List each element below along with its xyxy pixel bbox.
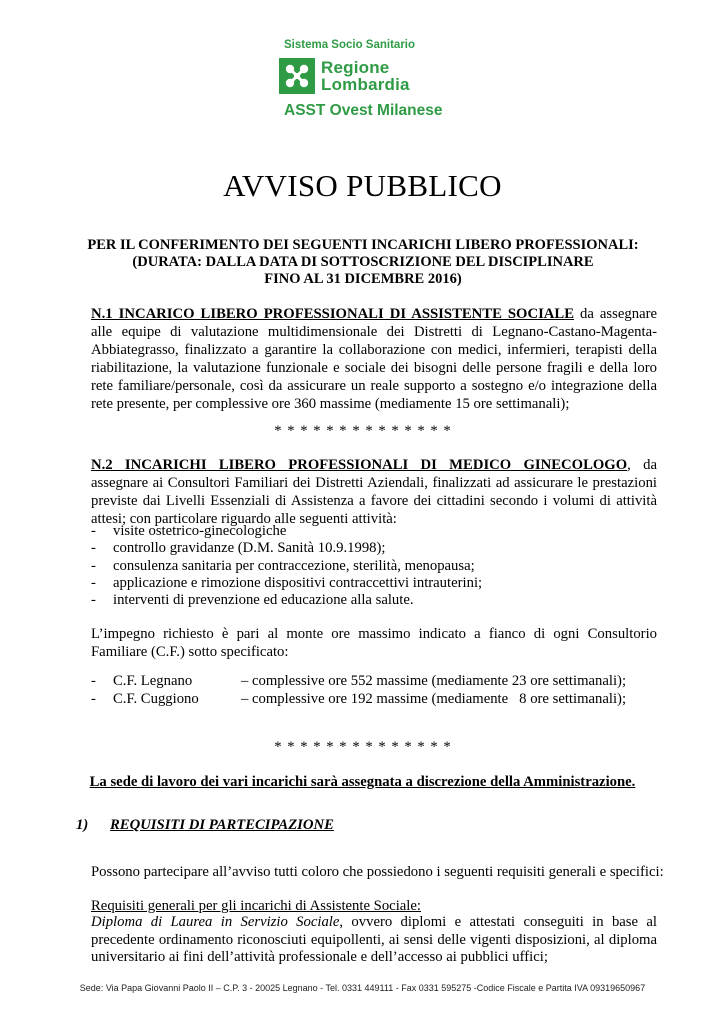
logo-asst: ASST Ovest Milanese — [284, 102, 443, 119]
requisiti-intro: Possono partecipare all’avviso tutti coloro che possiedono i seguenti requisiti generali e specifici: — [91, 864, 664, 880]
activity-list — [91, 523, 482, 609]
logo-regione: Regione — [321, 58, 390, 77]
header-line-2: (DURATA: DALLA DATA DI SOTTOSCRIZIONE DEL DISCIPLINARE — [132, 254, 594, 270]
cf-hours: – complessive ore 192 massime (mediamente 8 ore settimanali); — [241, 691, 627, 707]
list-item: - visite ostetrico-ginecologiche — [91, 523, 287, 539]
separator-1: * * * * * * * * * * * * * * — [274, 423, 452, 439]
logo-lombardia: Lombardia — [321, 75, 410, 94]
impegno-paragraph: L’impegno richiesto è pari al monte ore massimo indicato a fianco di ogni Consultorio Familiare (C.F.) sotto specificato: — [91, 626, 657, 660]
header-line-3: FINO AL 31 DICEMBRE 2016) — [264, 271, 462, 287]
section-2-body: , da assegnare ai Consultori Familiari dei Distretti Aziendali, finalizzati ad assicurare le prestazioni previste dai Livelli Essenziali di Assistenza a favore dei cittadini secondo i volumi di attività attesi; con particolare riguardo alle seguenti attività: — [91, 457, 657, 527]
header-line-1: PER IL CONFERIMENTO DEI SEGUENTI INCARICHI LIBERO PROFESSIONALI: — [87, 237, 639, 253]
section-1-body: da assegnare alle equipe di valutazione multidimensionale dei Distretti di Legnano-Castano-Magenta-Abbiategrasso, finalizzato a garantire la collaborazione con medici, infermieri, terapisti della riabilitazione, la valutazione funzionale e sociale dei bisogni delle persone fragili e della loro rete familiare/personale, così da assicurare un reale supporto a sostegno e/o integrazione della rete presente, per complessive ore 360 massime (mediamente 15 ore settimanali); — [91, 306, 657, 412]
list-item: - controllo gravidanze (D.M. Sanità 10.9.1998); — [91, 540, 386, 557]
sede-note: La sede di lavoro dei vari incarichi sarà assegnata a discrezione della Amministrazione. — [89, 774, 636, 790]
regione-lombardia-logo-icon — [279, 58, 315, 94]
section-1-heading: N.1 INCARICO LIBERO PROFESSIONALI DI ASSISTENTE SOCIALE — [91, 306, 574, 322]
section-1-paragraph — [91, 305, 657, 413]
page-footer: Sede: Via Papa Giovanni Paolo II – C.P. 3 - 20025 Legnano - Tel. 0331 449111 - Fax 0331 595275 -Codice Fiscale e Partita IVA 09319650967 — [79, 983, 646, 993]
requisiti-heading: REQUISITI DI PARTECIPAZIONE — [110, 817, 334, 833]
list-item: - interventi di prevenzione ed educazione alla salute. — [91, 592, 414, 609]
requisiti-subheading: Requisiti generali per gli incarichi di Assistente Sociale: — [91, 898, 421, 914]
diploma-paragraph — [91, 914, 657, 967]
section-2-heading: N.2 INCARICHI LIBERO PROFESSIONALI DI MEDICO GINECOLOGO — [91, 457, 628, 473]
cf-hours: – complessive ore 552 massime (mediamente 23 ore settimanali); — [241, 673, 627, 689]
requisiti-number: 1) — [76, 817, 89, 833]
cf-name: C.F. Legnano — [113, 673, 193, 689]
separator-2: * * * * * * * * * * * * * * — [274, 739, 452, 755]
logo-system-label: Sistema Socio Sanitario — [284, 39, 416, 51]
cf-name: C.F. Cuggiono — [113, 691, 199, 707]
section-2-paragraph — [91, 456, 657, 528]
page-title: AVVISO PUBBLICO — [223, 168, 502, 203]
list-item: - consulenza sanitaria per contraccezione, sterilità, menopausa; — [91, 557, 475, 574]
diploma-body: , ovvero diplomi e attestati conseguiti in base al precedente ordinamento riconosciuti equipollenti, ai sensi delle vigenti disposizioni, al diploma universitario ai fini dell’attività professionale e dell’accesso ai pubblici uffici; — [91, 914, 657, 965]
cf-row-legnano: - C.F. Legnano – complessive ore 552 massime (mediamente 23 ore settimanali); — [91, 673, 627, 689]
cf-row-cuggiono: - C.F. Cuggiono – complessive ore 192 massime (mediamente 8 ore settimanali); — [91, 691, 627, 707]
list-item: - applicazione e rimozione dispositivi contraccettivi intrauterini; — [91, 574, 483, 591]
diploma-title: Diploma di Laurea in Servizio Sociale — [91, 914, 340, 930]
